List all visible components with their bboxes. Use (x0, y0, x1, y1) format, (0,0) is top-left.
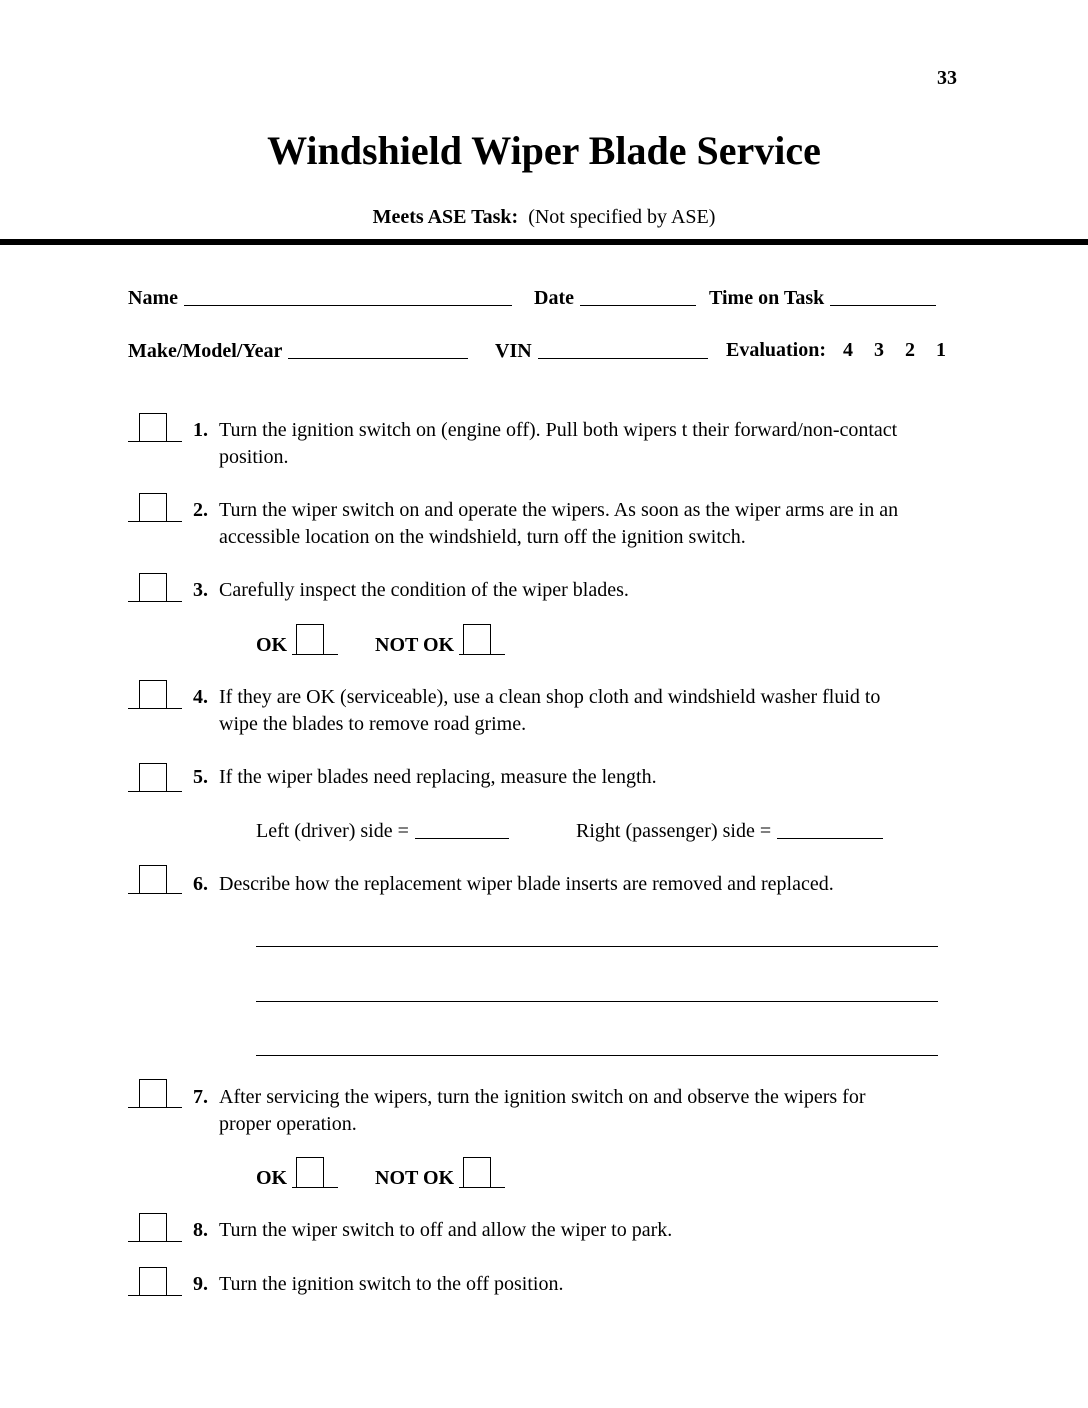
name-label: Name (128, 287, 178, 309)
page-title: Windshield Wiper Blade Service (267, 128, 821, 173)
name-field[interactable] (128, 285, 512, 310)
step-text: If the wiper blades need replacing, measure the length. (219, 766, 657, 788)
score-1[interactable]: 1 (936, 339, 947, 361)
step-number: 2. (193, 499, 208, 521)
step-2-checkbox[interactable] (128, 490, 182, 522)
step-7-ok[interactable] (256, 1165, 338, 1190)
not-ok-label: NOT OK (375, 1167, 455, 1189)
evaluation (726, 338, 946, 362)
vin-label: VIN (495, 340, 532, 362)
not-ok-checkbox[interactable] (463, 1157, 491, 1187)
time-label: Time on Task (709, 287, 825, 309)
score-2[interactable]: 2 (905, 339, 916, 361)
answer-line[interactable] (256, 1055, 938, 1056)
step-number: 8. (193, 1219, 208, 1241)
step-7-checkbox[interactable] (128, 1076, 182, 1108)
page-number: 33 (937, 67, 957, 89)
step-3-ok[interactable] (256, 632, 338, 657)
step-1-checkbox[interactable] (128, 410, 182, 442)
make-label: Make/Model/Year (128, 340, 283, 362)
answer-line[interactable] (256, 946, 938, 947)
ase-value: (Not specified by ASE) (528, 206, 716, 228)
step-text: accessible location on the windshield, turn off the ignition switch. (219, 526, 746, 548)
step-3-not-ok[interactable] (375, 632, 505, 657)
ase-task (0, 205, 1088, 229)
date-label: Date (534, 287, 574, 309)
step-text: wipe the blades to remove road grime. (219, 713, 527, 735)
step-text: position. (219, 446, 289, 468)
step-number: 3. (193, 579, 208, 601)
date-field[interactable] (534, 285, 696, 310)
make-field[interactable] (128, 338, 468, 363)
step-text: Turn the wiper switch to off and allow the wiper to park. (219, 1219, 673, 1241)
right-length-label: Right (passenger) side = (576, 820, 772, 842)
step-number: 6. (193, 873, 208, 895)
step-text: Describe how the replacement wiper blade inserts are removed and replaced. (219, 873, 834, 895)
step-8-checkbox[interactable] (128, 1210, 182, 1242)
step-text: Turn the wiper switch on and operate the wipers. As soon as the wiper arms are in an (219, 499, 899, 521)
step-number: 7. (193, 1086, 208, 1108)
step-text: Carefully inspect the condition of the wiper blades. (219, 579, 629, 601)
ok-label: OK (256, 634, 288, 656)
step-text: If they are OK (serviceable), use a clean shop cloth and windshield washer fluid to (219, 686, 881, 708)
left-length-label: Left (driver) side = (256, 820, 409, 842)
header-rule (0, 239, 1088, 245)
evaluation-label: Evaluation: (726, 339, 827, 361)
ase-label: Meets ASE Task: (372, 206, 519, 228)
answer-line[interactable] (256, 1001, 938, 1002)
ok-checkbox[interactable] (296, 1157, 324, 1187)
not-ok-label: NOT OK (375, 634, 455, 656)
step-number: 1. (193, 419, 208, 441)
step-5-checkbox[interactable] (128, 760, 182, 792)
step-number: 4. (193, 686, 208, 708)
right-length-field[interactable] (576, 818, 883, 843)
score-3[interactable]: 3 (874, 339, 885, 361)
step-number: 5. (193, 766, 208, 788)
time-field[interactable] (709, 285, 936, 310)
left-length-field[interactable] (256, 818, 509, 843)
step-6-checkbox[interactable] (128, 862, 182, 894)
step-text: proper operation. (219, 1113, 357, 1135)
step-text: Turn the ignition switch on (engine off). Pull both wipers t their forward/non-contact (219, 419, 898, 441)
step-text: After servicing the wipers, turn the ignition switch on and observe the wipers for (219, 1086, 866, 1108)
ok-label: OK (256, 1167, 288, 1189)
step-4-checkbox[interactable] (128, 677, 182, 709)
step-text: Turn the ignition switch to the off position. (219, 1273, 564, 1295)
not-ok-checkbox[interactable] (463, 624, 491, 654)
ok-checkbox[interactable] (296, 624, 324, 654)
step-3-checkbox[interactable] (128, 570, 182, 602)
score-4[interactable]: 4 (843, 339, 854, 361)
step-7-not-ok[interactable] (375, 1165, 505, 1190)
step-number: 9. (193, 1273, 208, 1295)
vin-field[interactable] (495, 338, 708, 363)
step-9-checkbox[interactable] (128, 1264, 182, 1296)
